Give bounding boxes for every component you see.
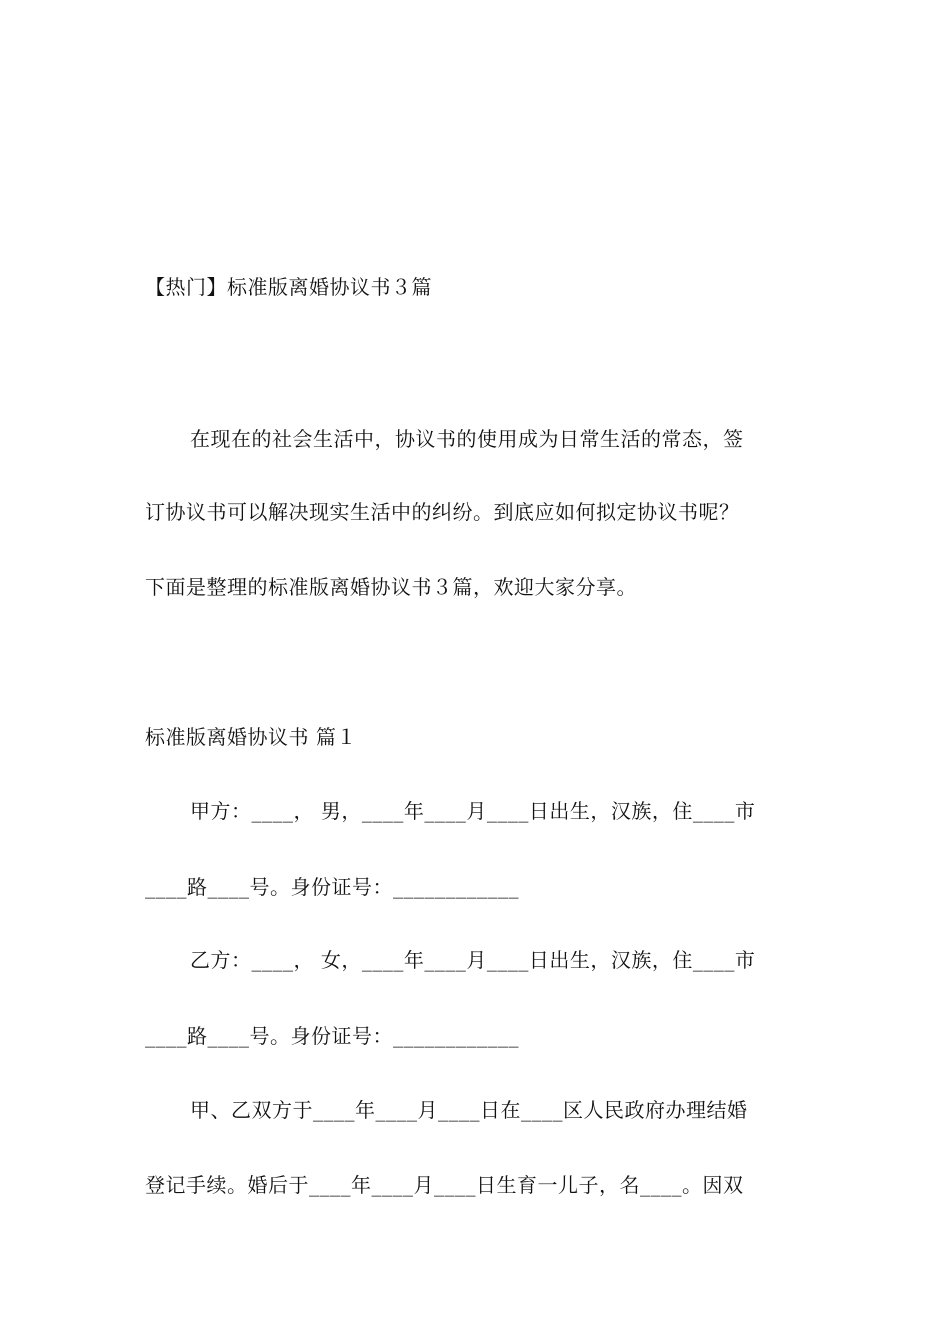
section-heading: 标准版离婚协议书 篇１ [145,725,357,749]
party-a-line-2: ____路____号。身份证号：____________ [145,875,519,899]
marriage-paragraph-line-2: 登记手续。婚后于____年____月____日生育一儿子，名____。因双 [145,1173,744,1197]
marriage-paragraph-line-1: 甲、乙双方于____年____月____日在____区人民政府办理结婚 [190,1098,748,1122]
party-b-line-2: ____路____号。身份证号：____________ [145,1024,519,1048]
party-a-line-1: 甲方：____， 男，____年____月____日出生，汉族，住____市 [190,799,756,823]
document-title: 【热门】标准版离婚协议书３篇 [145,275,432,299]
intro-paragraph-line-1: 在现在的社会生活中，协议书的使用成为日常生活的常态，签 [190,427,744,451]
party-b-line-1: 乙方：____， 女，____年____月____日出生，汉族，住____市 [190,948,756,972]
intro-paragraph-line-3: 下面是整理的标准版离婚协议书３篇，欢迎大家分享。 [145,575,637,599]
intro-paragraph-line-2: 订协议书可以解决现实生活中的纠纷。到底应如何拟定协议书呢？ [145,500,740,524]
